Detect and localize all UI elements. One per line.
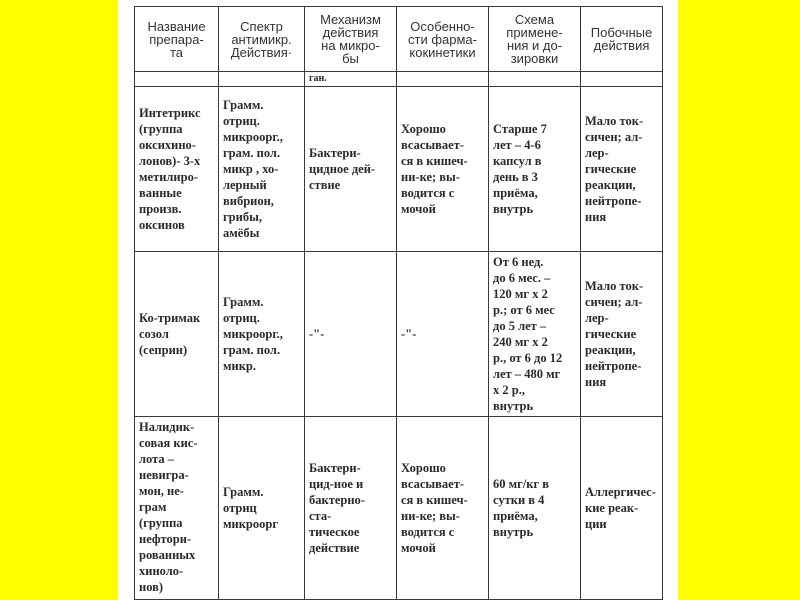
drug-name-cell: Налидик- совая кис- лота – невигра- мон, не- грам (группа нефтори- рованных хиноло- нов) bbox=[135, 417, 219, 600]
side-effects-cell: Мало ток- сичен; ал- лер- гические реакции, нейтропе- ния bbox=[581, 87, 663, 252]
mechanism-cell: Бактери- цидное дей- ствие bbox=[305, 87, 397, 252]
table-cell bbox=[489, 72, 581, 87]
table-row bbox=[135, 417, 663, 600]
table-cell bbox=[397, 72, 489, 87]
stub-row bbox=[135, 72, 663, 87]
table-cell bbox=[219, 72, 305, 87]
header-drug-name: Название препара- та bbox=[135, 7, 219, 72]
side-effects-cell: Мало ток- сичен; ал- лер- гические реакции, нейтропе- ния bbox=[581, 252, 663, 417]
header-row bbox=[135, 7, 663, 72]
table-row bbox=[135, 252, 663, 417]
pharmacokinetics-cell: Хорошо всасывает- ся в кишеч- ни-ке; вы- водится с мочой bbox=[397, 87, 489, 252]
header-pharmacokinetics: Особенно- сти фарма- кокинетики bbox=[397, 7, 489, 72]
dosage-cell: Старше 7 лет – 4-6 капсул в день в 3 приёма, внутрь bbox=[489, 87, 581, 252]
spectrum-cell: Грамм. отриц. микроорг., грам. пол. микр. bbox=[219, 252, 305, 417]
header-spectrum: Спектр антимикр. Действия· bbox=[219, 7, 305, 72]
table-cell bbox=[581, 72, 663, 87]
dosage-cell: От 6 нед. до 6 мес. – 120 мг х 2 р.; от 6 мес до 5 лет – 240 мг х 2 р., от 6 до 12 лет – 480 мг х 2 р., внутрь bbox=[489, 252, 581, 417]
pharmacokinetics-cell: Хорошо всасывает- ся в кишеч- ни-ке; вы- водится с мочой bbox=[397, 417, 489, 600]
drug-name-cell: Ко-тримак созол (сеприн) bbox=[135, 252, 219, 417]
drug-table bbox=[134, 6, 663, 600]
drug-name-cell: Интетрикс (группа оксихино- лонов)- 3-х метилиро- ванные произв. оксинов bbox=[135, 87, 219, 252]
header-mechanism: Механизм действия на микро- бы bbox=[305, 7, 397, 72]
pharmacokinetics-cell: -"- bbox=[397, 252, 489, 417]
mechanism-cell: Бактери- цид-ное и бактерно- ста- тическое действие bbox=[305, 417, 397, 600]
table-cell bbox=[135, 72, 219, 87]
spectrum-cell: Грамм. отриц микроорг bbox=[219, 417, 305, 600]
mechanism-cell: -"- bbox=[305, 252, 397, 417]
header-side-effects: Побочные действия bbox=[581, 7, 663, 72]
table-row bbox=[135, 87, 663, 252]
spectrum-cell: Грамм. отриц. микроорг., грам. пол. микр , хо- лерный вибрион, грибы, амёбы bbox=[219, 87, 305, 252]
document-page bbox=[118, 0, 678, 600]
table-cell: ган. bbox=[305, 72, 397, 87]
header-dosage: Схема примене- ния и до- зировки bbox=[489, 7, 581, 72]
side-effects-cell: Аллергичес- кие реак- ции bbox=[581, 417, 663, 600]
dosage-cell: 60 мг/кг в сутки в 4 приёма, внутрь bbox=[489, 417, 581, 600]
